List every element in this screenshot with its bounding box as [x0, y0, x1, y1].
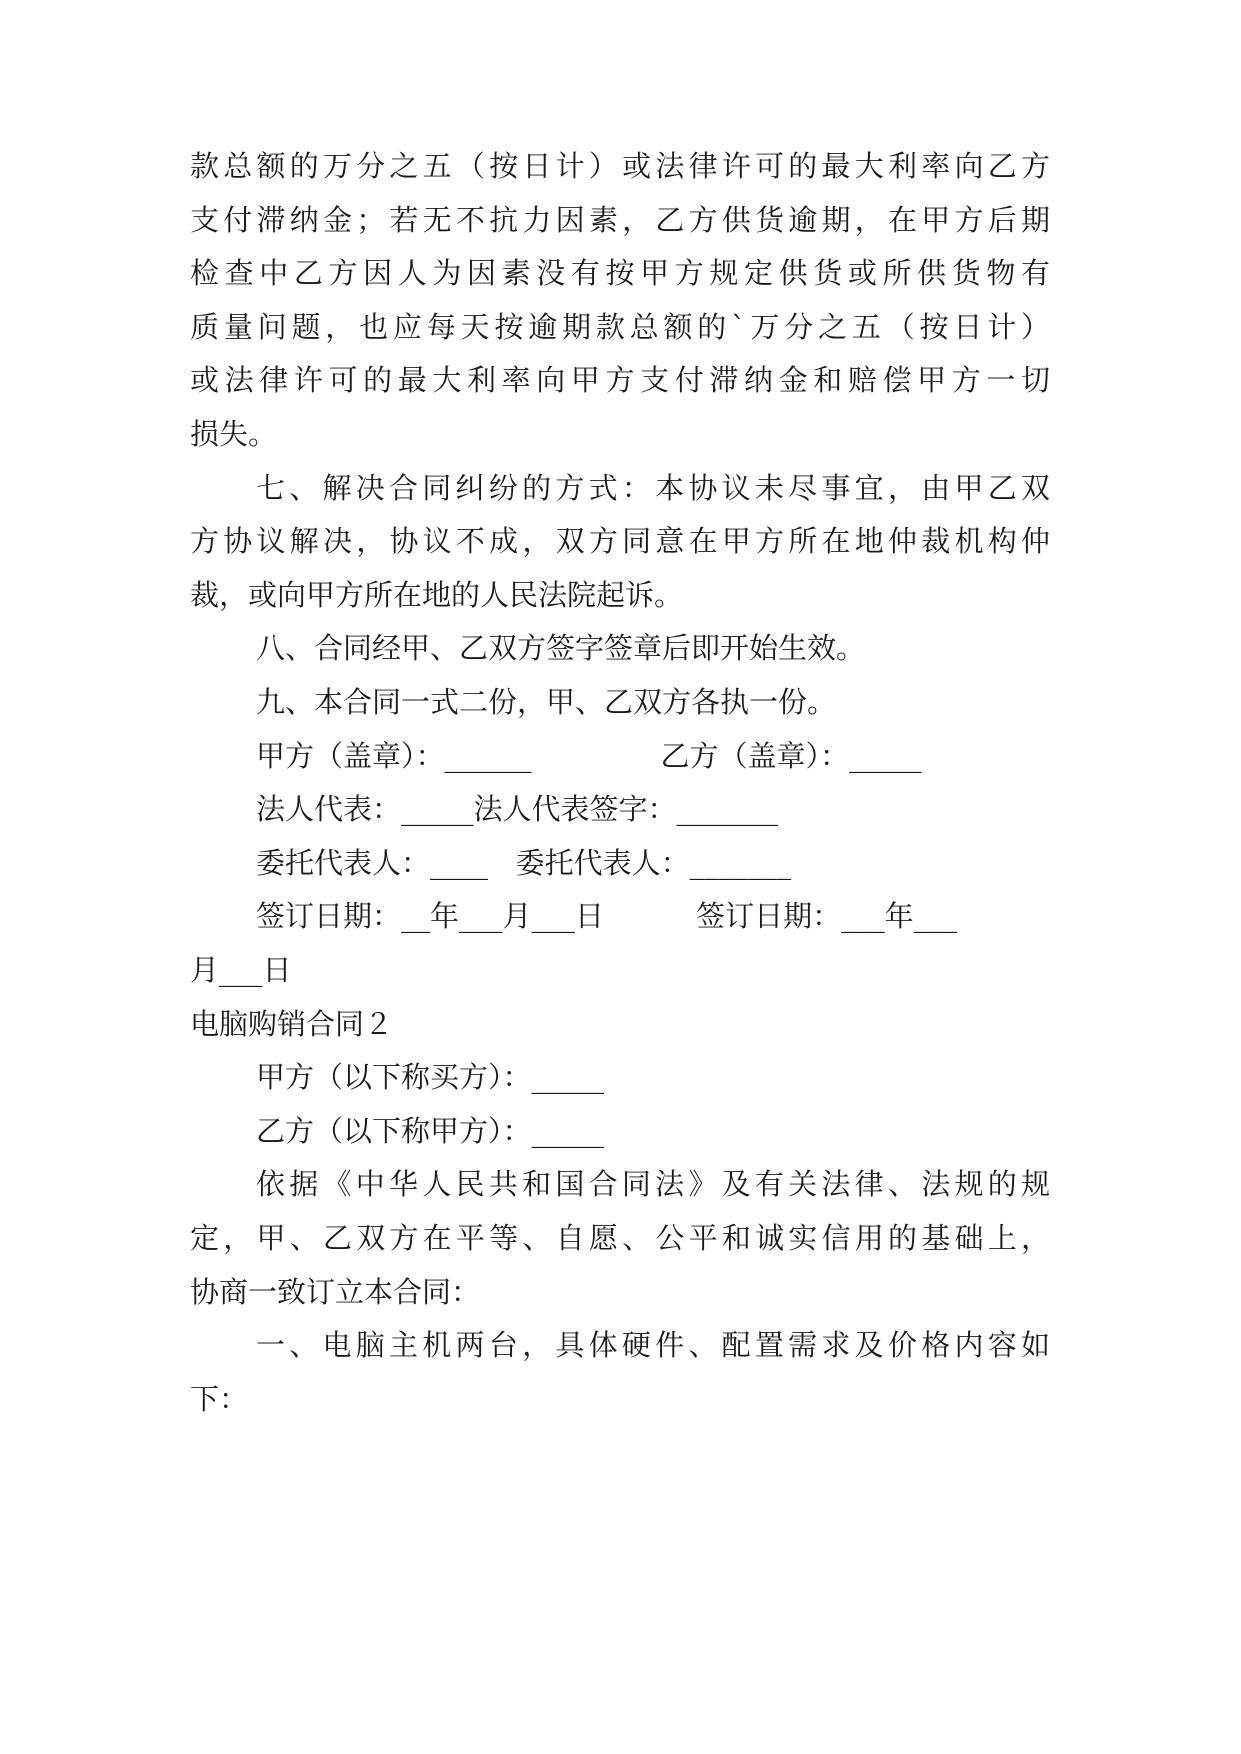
body-text-line: 质量问题，也应每天按逾期款总额的`万分之五（按日计） [190, 310, 1050, 344]
section-title: 电脑购销合同２ [190, 1007, 394, 1041]
clause-seven-line: 裁，或向甲方所在地的人民法院起诉。 [190, 578, 684, 612]
body-text-line: 检查中乙方因人为因素没有按甲方规定供货或所供货物有 [190, 256, 1050, 290]
clause-nine-line: 九、本合同一式二份，甲、乙双方各执一份。 [256, 685, 837, 719]
clause-one-line: 下： [190, 1382, 249, 1416]
signature-legal-rep-line: 法人代表：_____法人代表签字：_______ [256, 792, 779, 826]
clause-one-line: 一、电脑主机两台，具体硬件、配置需求及价格内容如 [256, 1328, 1050, 1362]
preamble-line: 定，甲、乙双方在平等、自愿、公平和诚实信用的基础上， [190, 1221, 1050, 1255]
party-a-line: 甲方（以下称买方）：_____ [256, 1060, 605, 1094]
body-text-line: 损失。 [190, 417, 278, 451]
signature-party-line: 甲方（盖章）：______ 乙方（盖章）：_____ [256, 739, 922, 773]
signature-date-line: 签订日期：__年___月___日 签订日期：___年___ [256, 899, 958, 933]
signature-date-line: 月___日 [190, 953, 292, 987]
preamble-line: 依据《中华人民共和国合同法》及有关法律、法规的规 [256, 1167, 1050, 1201]
clause-eight-line: 八、合同经甲、乙双方签字签章后即开始生效。 [256, 631, 866, 665]
signature-agent-line: 委托代表人：____ 委托代表人：_______ [256, 846, 792, 880]
clause-seven-line: 七、解决合同纠纷的方式：本协议未尽事宜，由甲乙双 [256, 471, 1050, 505]
party-b-line: 乙方（以下称甲方）：_____ [256, 1114, 605, 1148]
body-text-line: 支付滞纳金；若无不抗力因素，乙方供货逾期，在甲方后期 [190, 203, 1050, 237]
body-text-line: 或法律许可的最大利率向甲方支付滞纳金和赔偿甲方一切 [190, 363, 1050, 397]
clause-seven-line: 方协议解决，协议不成，双方同意在甲方所在地仲裁机构仲 [190, 524, 1050, 558]
preamble-line: 协商一致订立本合同： [190, 1275, 481, 1309]
body-text-line: 款总额的万分之五（按日计）或法律许可的最大利率向乙方 [190, 149, 1050, 183]
